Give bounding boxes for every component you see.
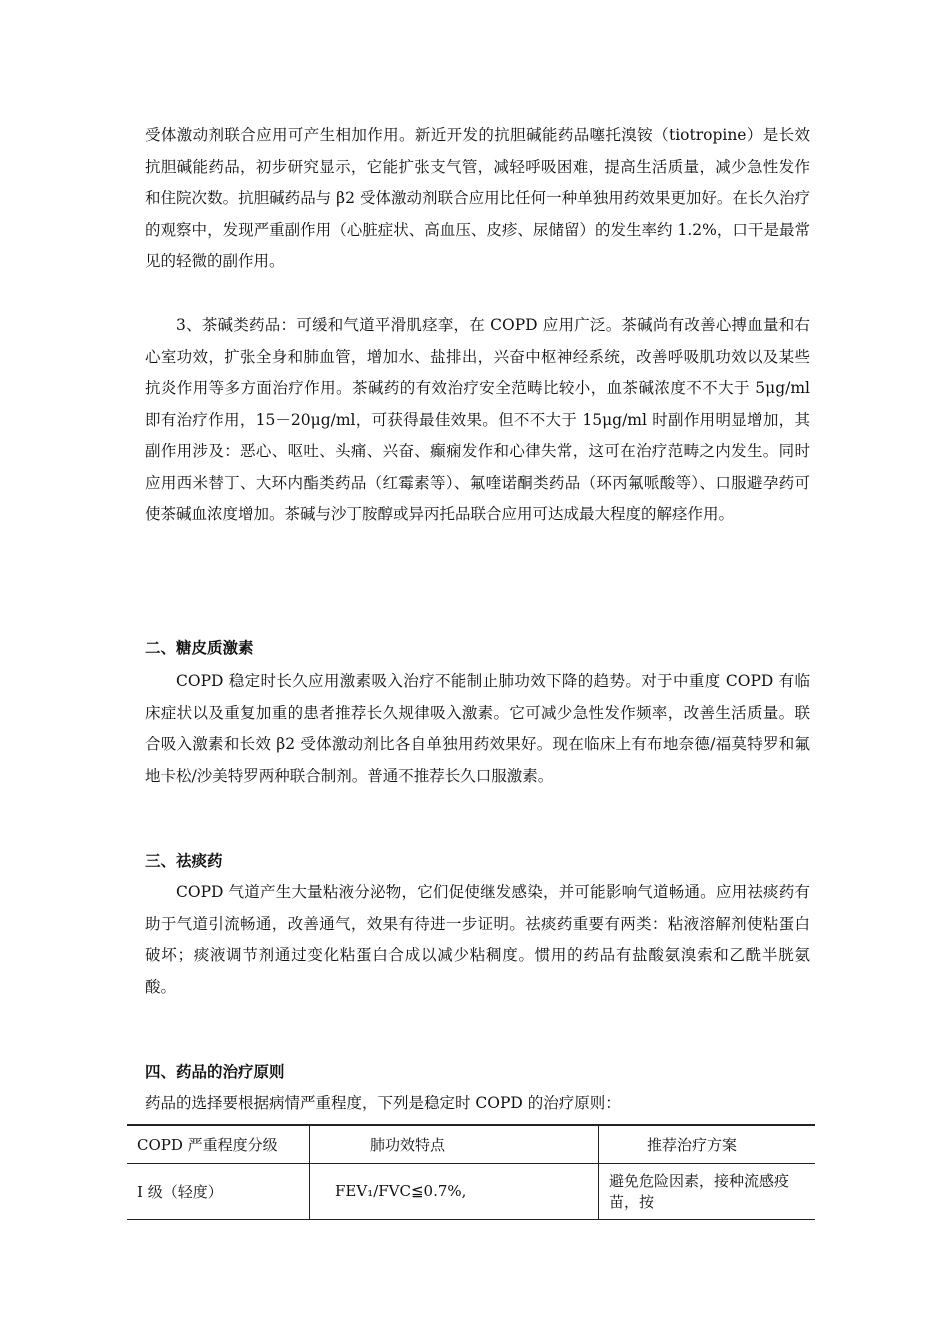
paragraph-theophylline: 3、茶碱类药品：可缓和气道平滑肌痉挛，在 COPD 应用广泛。茶碱尚有改善心搏血量和右心室功效，扩张全身和肺血管，增加水、盐排出，兴奋中枢神经系统，改善呼吸肌功效以及某些抗炎作用等多方面治疗作用。茶碱药的有效治疗安全范畴比较小，血茶碱浓度不不大于 5μg/ml 即有治疗作用，15－20μg/ml，可获得最佳效果。但不不大于 15μg/ml 时副作用明显增加，其副作用涉及：恶心、呕吐、头痛、兴奋、癫痫发作和心律失常，这可在治疗范畴之内发生。同时应用西米替丁、大环内酯类药品（红霉素等）、氟喹诺酮类药品（环丙氟哌酸等）、口服避孕药可使茶碱血浓度增加。茶碱与沙丁胺醇或异丙托品联合应用可达成最大程度的解痉作用。 — [145, 316, 810, 523]
heading-expectorants: 三、祛痰药 — [145, 852, 223, 870]
heading-glucocorticoids: 二、糖皮质激素 — [145, 639, 254, 657]
paragraph-glucocorticoids: COPD 稳定时长久应用激素吸入治疗不能制止肺功效下降的趋势。对于中重度 COPD 有临床症状以及重复加重的患者推荐长久规律吸入激素。它可减少急性发作频率，改善生活质量。联合吸入激素和长效 β2 受体激动剂比各自单独用药效果好。现在临床上有布地奈德/福莫特罗和氟地卡松/沙美特罗两种联合制剂。普通不推荐长久口服激素。 — [145, 672, 810, 785]
column-header-treatment: 推荐治疗方案 — [599, 1125, 816, 1163]
table-cell-severity: Ⅰ 级（轻度） — [137, 1182, 223, 1201]
table-row — [127, 1163, 815, 1219]
treatment-intro-text: 药品的选择要根据病情严重程度，下列是稳定时 COPD 的治疗原则： — [145, 1094, 621, 1112]
treatment-principles-table — [127, 1124, 815, 1220]
table-header-row — [127, 1125, 815, 1163]
table-cell-lung-function: FEV₁/FVC≦0.7%, — [310, 1163, 599, 1219]
paragraph-expectorants: COPD 气道产生大量粘液分泌物，它们促使继发感染，并可能影响气道畅通。应用祛痰药有助于气道引流畅通，改善通气，效果有待进一步证明。祛痰药重要有两类：粘液溶解剂使粘蛋白破坏；痰液调节剂通过变化粘蛋白合成以减少粘稠度。惯用的药品有盐酸氨溴索和乙酰半胱氨酸。 — [145, 883, 810, 996]
paragraph-anticholinergic: 受体激动剂联合应用可产生相加作用。新近开发的抗胆碱能药品噻托溴铵（tiotropine）是长效抗胆碱能药品，初步研究显示，它能扩张支气管，减轻呼吸困难，提高生活质量，减少急性发作和住院次数。抗胆碱药品与 β2 受体激动剂联合应用比任何一种单独用药效果更加好。在长久治疗的观察中，发现严重副作用（心脏症状、高血压、皮疹、尿储留）的发生率约 1.2%，口干是最常见的轻微的副作用。 — [145, 126, 810, 270]
column-header-lung-function: 肺功效特点 — [310, 1125, 599, 1163]
heading-treatment-principles: 四、药品的治疗原则 — [145, 1063, 285, 1081]
table-cell-treatment: 避免危险因素，接种流感疫苗，按 — [599, 1163, 816, 1219]
column-header-severity: COPD 严重程度分级 — [137, 1135, 278, 1154]
